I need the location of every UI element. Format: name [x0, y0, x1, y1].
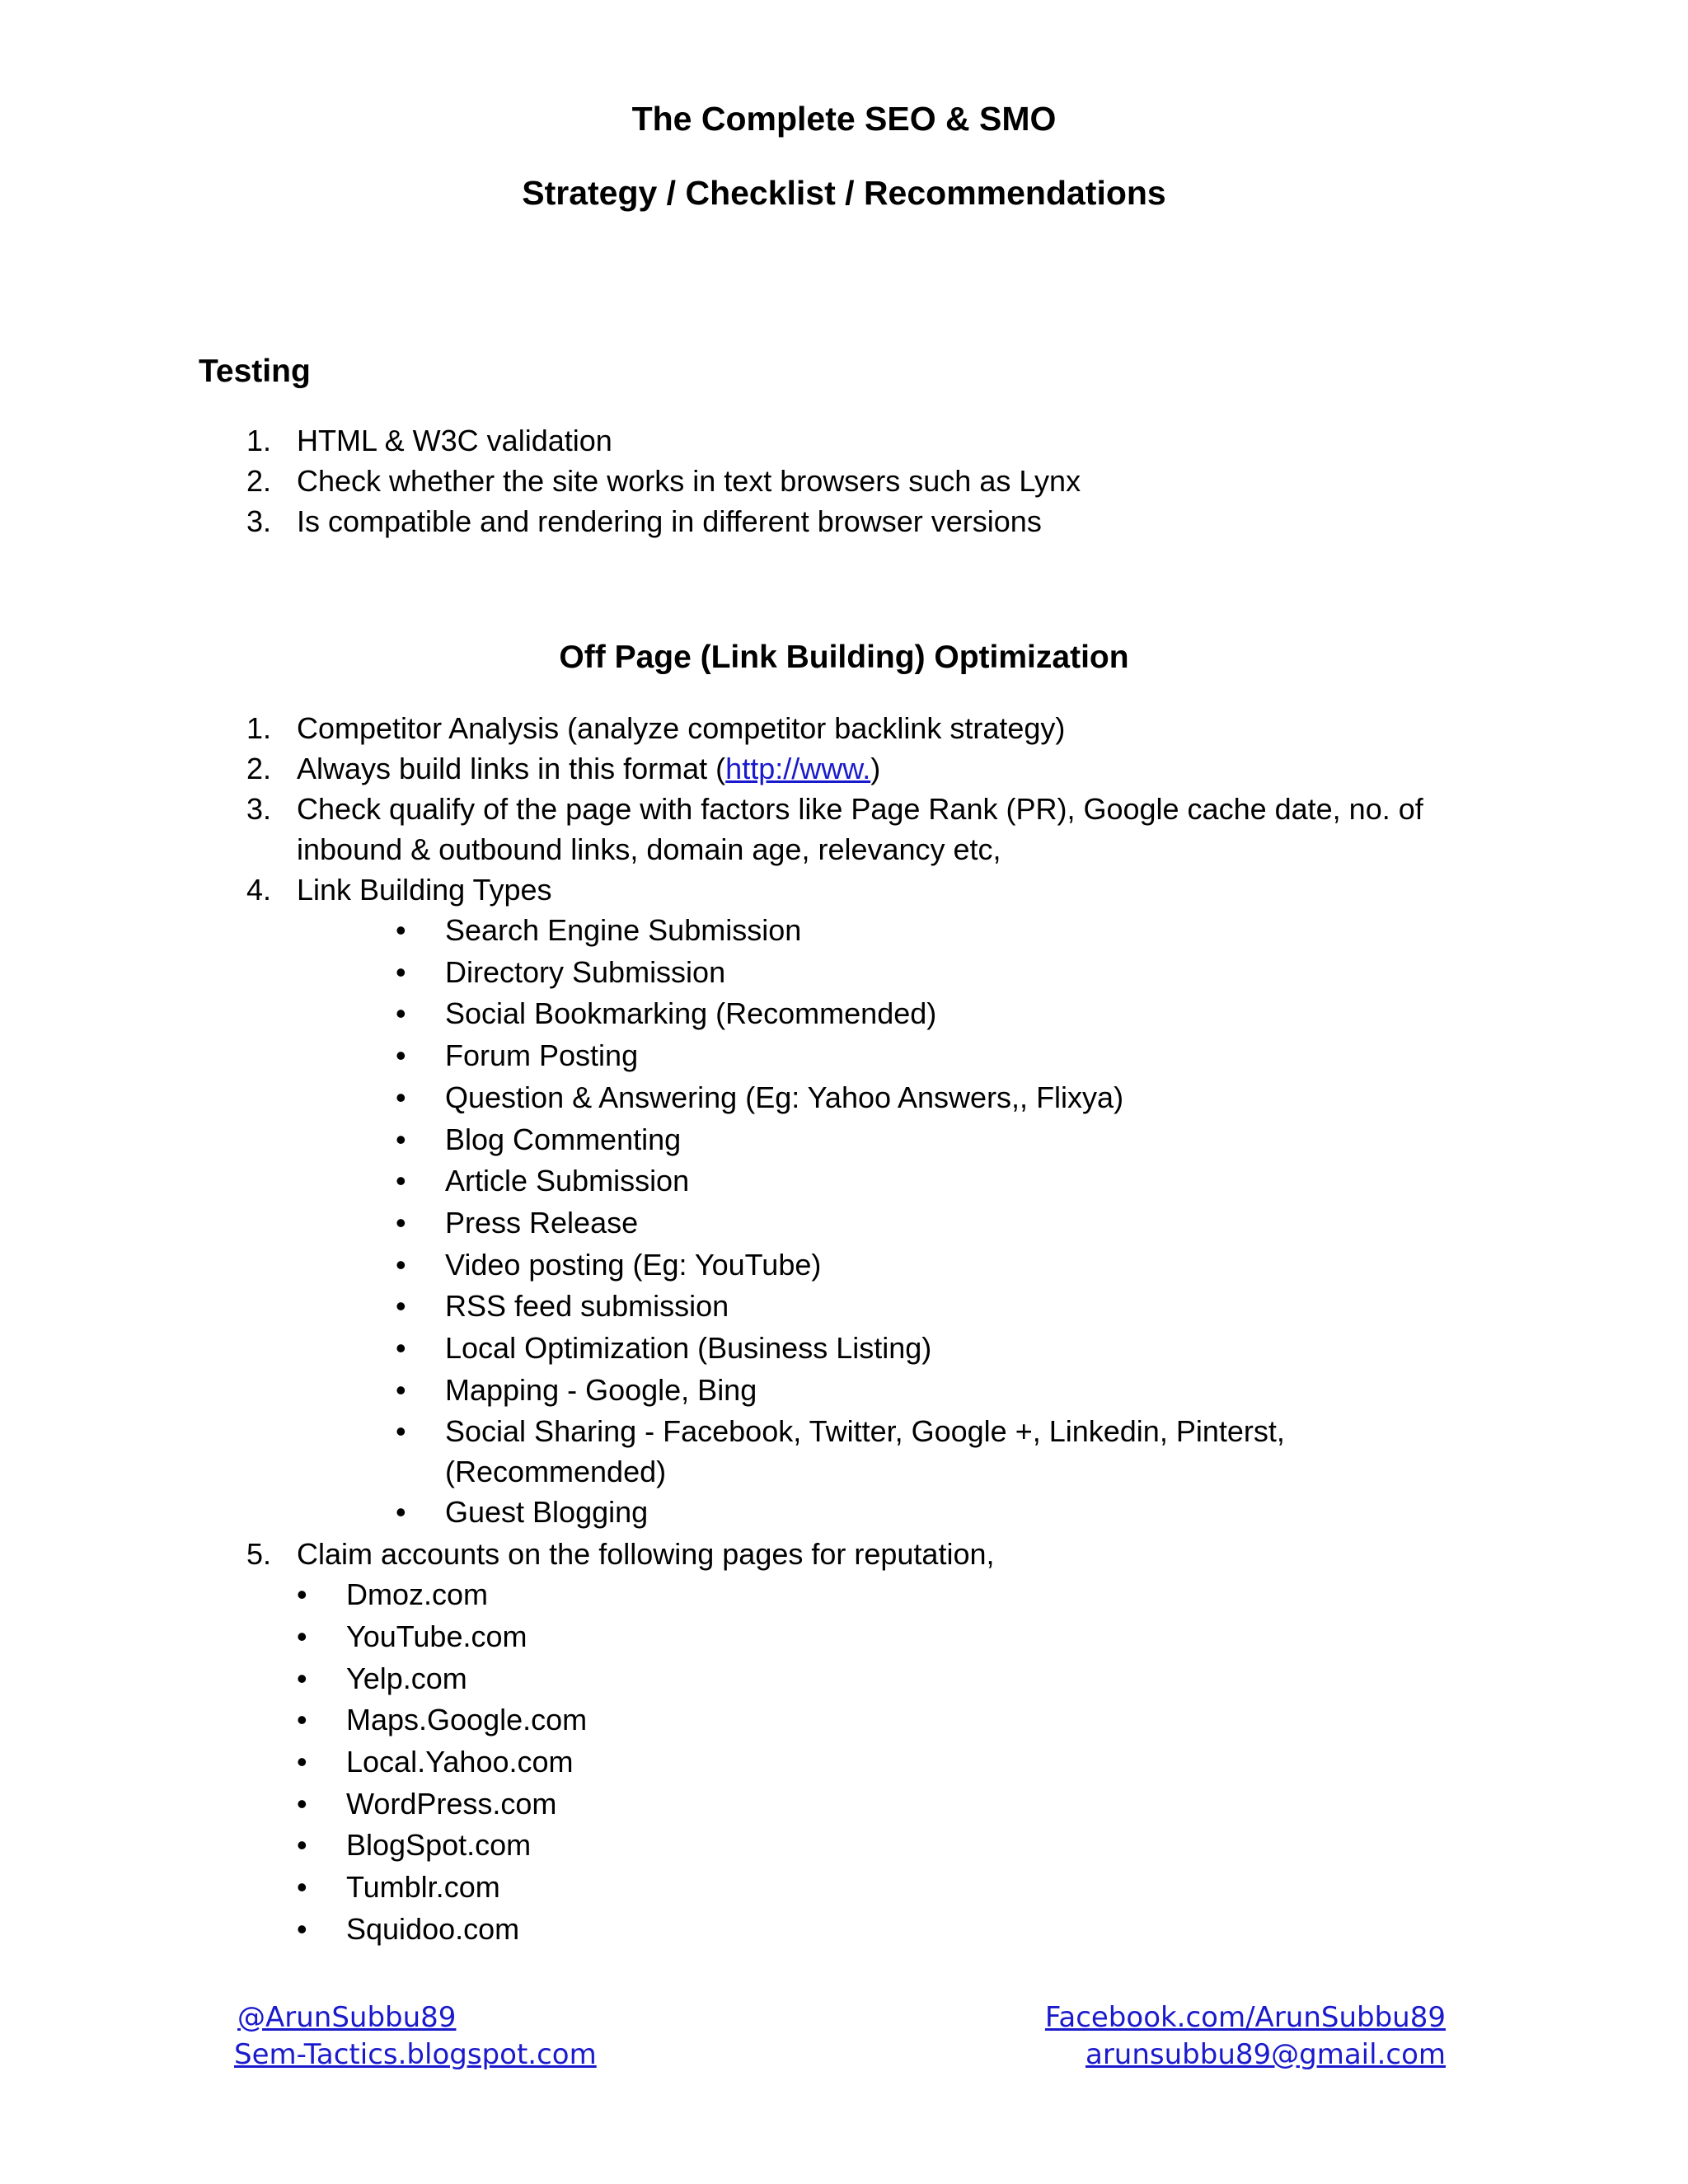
item-text: Yelp.com — [346, 1661, 467, 1695]
bullet-icon: • — [396, 1247, 406, 1282]
url-format-link[interactable]: http://www. — [725, 752, 871, 785]
item-text: Guest Blogging — [445, 1495, 649, 1530]
item-number: 3. — [246, 504, 272, 538]
item-text-line: Social Sharing - Facebook, Twitter, Google +, Linkedin, Pinterst, — [445, 1414, 1285, 1449]
list-item — [0, 869, 1423, 1534]
list-item — [396, 1286, 1423, 1328]
bullet-icon: • — [297, 1911, 307, 1946]
list-item — [297, 1616, 1423, 1658]
bullet-icon: • — [297, 1786, 307, 1821]
list-item — [396, 1160, 1423, 1202]
list-item — [297, 1699, 1423, 1741]
item-text: Squidoo.com — [346, 1911, 520, 1946]
list-item — [0, 420, 1081, 461]
bullet-icon: • — [396, 1038, 406, 1073]
email-link[interactable]: arunsubbu89@gmail.com — [1085, 2038, 1446, 2071]
bullet-icon: • — [396, 1122, 406, 1156]
item-text: Press Release — [445, 1205, 639, 1240]
item-text-line: inbound & outbound links, domain age, relevancy etc, — [297, 832, 1001, 866]
item-text: WordPress.com — [346, 1786, 557, 1821]
bullet-icon: • — [297, 1744, 307, 1779]
item-text: Dmoz.com — [346, 1577, 489, 1612]
list-item — [396, 1328, 1423, 1370]
testing-list — [0, 420, 1081, 541]
list-item — [396, 1492, 1423, 1534]
item-text: Competitor Analysis (analyze competitor backlink strategy) — [297, 711, 1066, 745]
item-text: Question & Answering (Eg: Yahoo Answers,, Flixya) — [445, 1080, 1124, 1114]
list-item — [297, 1909, 1423, 1951]
bullet-icon: • — [396, 1164, 406, 1198]
bullet-icon: • — [297, 1661, 307, 1695]
bullet-icon: • — [396, 996, 406, 1031]
list-item — [396, 1035, 1423, 1077]
bullet-icon: • — [297, 1870, 307, 1905]
list-item — [297, 1867, 1423, 1909]
item-text: Check whether the site works in text browsers such as Lynx — [297, 464, 1081, 498]
item-text: Is compatible and rendering in different browser versions — [297, 504, 1042, 538]
bullet-icon: • — [396, 1289, 406, 1324]
item-number: 2. — [246, 752, 272, 785]
list-item — [396, 1119, 1423, 1161]
item-text: BlogSpot.com — [346, 1828, 532, 1863]
footer-right — [1045, 1999, 1446, 2074]
list-item — [297, 1658, 1423, 1700]
list-item — [396, 1202, 1423, 1244]
item-number: 4. — [246, 873, 272, 907]
item-text: Claim accounts on the following pages for reputation, — [297, 1537, 995, 1572]
list-item — [0, 1534, 1423, 1950]
list-item — [0, 789, 1423, 869]
document-title: The Complete SEO & SMO — [631, 100, 1057, 138]
item-text-line: Check qualify of the page with factors like Page Rank (PR), Google cache date, no. of — [297, 792, 1423, 826]
list-item — [396, 910, 1423, 952]
item-text: Link Building Types — [297, 873, 552, 907]
item-text: Video posting (Eg: YouTube) — [445, 1247, 822, 1282]
item-text: Local Optimization (Business Listing) — [445, 1331, 932, 1366]
item-number: 1. — [246, 424, 272, 457]
bullet-icon: • — [297, 1828, 307, 1863]
item-text: RSS feed submission — [445, 1289, 729, 1324]
document-subtitle: Strategy / Checklist / Recommendations — [522, 174, 1166, 212]
item-text: Local.Yahoo.com — [346, 1744, 574, 1779]
item-number: 5. — [246, 1537, 272, 1572]
bullet-icon: • — [396, 913, 406, 947]
list-item — [0, 748, 1423, 789]
item-text: Forum Posting — [445, 1038, 639, 1073]
list-item — [396, 1411, 1423, 1492]
item-number: 2. — [246, 464, 272, 498]
bullet-icon: • — [297, 1577, 307, 1612]
twitter-link[interactable]: @ArunSubbu89 — [237, 2001, 457, 2034]
item-text-line: (Recommended) — [445, 1455, 667, 1489]
bullet-icon: • — [297, 1703, 307, 1737]
item-text-suffix: ) — [870, 752, 881, 785]
item-text: Search Engine Submission — [445, 913, 802, 947]
item-text: Article Submission — [445, 1164, 690, 1198]
item-text: Maps.Google.com — [346, 1703, 588, 1737]
list-item — [0, 461, 1081, 501]
item-text: Blog Commenting — [445, 1122, 682, 1156]
bullet-icon: • — [396, 954, 406, 989]
section-heading-testing: Testing — [199, 354, 311, 389]
bullet-icon: • — [396, 1080, 406, 1114]
item-text-prefix: Always build links in this format ( — [297, 752, 726, 785]
offpage-list — [0, 708, 1423, 1950]
list-item — [396, 993, 1423, 1035]
bullet-icon: • — [297, 1619, 307, 1653]
list-item — [396, 1370, 1423, 1412]
list-item — [297, 1825, 1423, 1867]
item-number: 3. — [246, 792, 272, 826]
list-item — [396, 1077, 1423, 1119]
bullet-icon: • — [396, 1495, 406, 1530]
link-building-types-list — [396, 910, 1423, 1534]
list-item — [297, 1741, 1423, 1783]
item-text: Mapping - Google, Bing — [445, 1372, 757, 1407]
list-item — [297, 1783, 1423, 1825]
claim-accounts-list — [297, 1574, 1423, 1950]
item-text: Directory Submission — [445, 954, 726, 989]
bullet-icon: • — [396, 1372, 406, 1407]
list-item — [396, 1244, 1423, 1286]
section-heading-offpage: Off Page (Link Building) Optimization — [559, 640, 1129, 675]
facebook-link[interactable]: Facebook.com/ArunSubbu89 — [1044, 2001, 1446, 2034]
blog-link[interactable]: Sem-Tactics.blogspot.com — [234, 2038, 597, 2071]
item-text: YouTube.com — [346, 1619, 528, 1653]
list-item — [297, 1574, 1423, 1616]
list-item — [396, 952, 1423, 994]
bullet-icon: • — [396, 1414, 406, 1449]
item-number: 1. — [246, 711, 272, 745]
bullet-icon: • — [396, 1331, 406, 1366]
list-item — [0, 708, 1423, 748]
item-text: Tumblr.com — [346, 1870, 500, 1905]
item-text: HTML & W3C validation — [297, 424, 612, 457]
bullet-icon: • — [396, 1205, 406, 1240]
footer-left — [234, 1999, 597, 2074]
list-item — [0, 501, 1081, 541]
item-text: Social Bookmarking (Recommended) — [445, 996, 937, 1031]
